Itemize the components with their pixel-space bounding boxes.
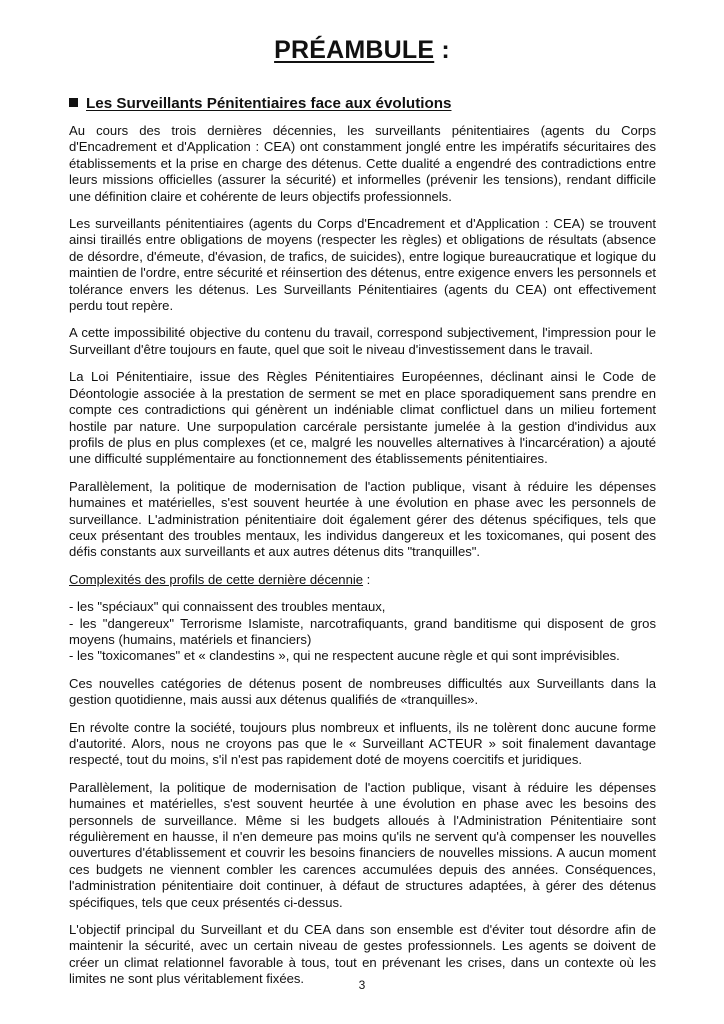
page-title (0, 36, 724, 65)
paragraph: Les surveillants pénitentiaires (agents du Corps d'Encadrement et d'Application : CEA) se trouvent ainsi tiraillés entre obligations de moyens (respecter les règles) et obligations de résultats (absence de désordre, d'émeute, d'évasion, de trafics, de suicides), entre logique bureaucratique et logique du maintien de l'ordre, entre sécurité et réinsertion des détenus, entre exigence envers les personnels et tolérance envers les détenus. Les Surveillants Pénitentiaires (agents du CEA) ont effectivement perdu tout repère. (69, 216, 656, 314)
paragraph: Parallèlement, la politique de modernisation de l'action publique, visant à réduire les dépenses humaines et matérielles, s'est souvent heurtée à une évolution en phase avec les besoins des personnels de surveillance. Même si les budgets alloués à l'Administration Pénitentiaire sont régulièrement en hausse, il n'en demeure pas moins qu'ils ne servent qu'à compenser les nouvelles ouvertures d'établissement et couvrir les besoins financiers de nouvelles missions. A aucun moment ces budgets ne viennent combler les carences accumulées depuis des années. Conséquences, l'administration pénitentiaire doit continuer, à défaut de structures adaptées, à gérer des détenus spécifiques, tels que ceux présentés ci-dessus. (69, 779, 656, 910)
paragraph: En révolte contre la société, toujours plus nombreux et influents, ils ne tolèrent donc aucune forme d'autorité. Alors, nous ne croyons pas que le « Surveillant ACTEUR » soit finalement davantage respecté, tout du moins, s'il n'est pas rapidement doté de moyens coercitifs et juridiques. (69, 719, 656, 768)
section-heading-text: Les Surveillants Pénitentiaires face aux évolutions (86, 95, 452, 112)
paragraph: A cette impossibilité objective du contenu du travail, correspond subjectivement, l'impression pour le Surveillant d'être toujours en faute, quel que soit le niveau d'investissement dans le travail. (69, 325, 656, 357)
list-item: - les "dangereux" Terrorisme Islamiste, narcotrafiquants, grand banditisme qui disposent de gros moyens (humains, matériels et financiers) (69, 615, 656, 647)
subheading (69, 572, 656, 588)
list-item: - les "spéciaux" qui connaissent des troubles mentaux, (69, 599, 386, 615)
page-number: 3 (358, 978, 366, 992)
paragraph: Au cours des trois dernières décennies, les surveillants pénitentiaires (agents du Corps d'Encadrement et d'Application : CEA) ont constamment jonglé entre les impératifs sécuritaires des établissements et la prise en charge des détenus. Cette dualité a engendré des contradictions entre leurs missions officielles (assurer la sécurité) et informelles (prévenir les tensions), rendant difficile une définition claire et cohérente de leurs objectifs professionnels. (69, 123, 656, 204)
list-item: - les "toxicomanes" et « clandestins », qui ne respectent aucune règle et qui sont imprévisibles. (69, 648, 620, 664)
page-title-text: PRÉAMBULE (274, 36, 435, 64)
paragraph: Ces nouvelles catégories de détenus posent de nombreuses difficultés aux Surveillants dans la gestion quotidienne, mais aussi aux détenus qualifiés de «tranquilles». (69, 675, 656, 708)
square-bullet-icon (69, 98, 78, 107)
subheading-suffix: : (363, 571, 371, 587)
profile-list (69, 599, 656, 665)
paragraph: La Loi Pénitentiaire, issue des Règles Pénitentiaires Européennes, déclinant ainsi le Code de Déontologie associée à la prestation de serment se met en place sporadiquement sans prendre en compte ces contradictions qui génèrent un indéniable climat conflictuel dans un milieu fortement hostile par nature. Une surpopulation carcérale persistante jumelée à la gestion d'individus aux profils de plus en plus complexes (et ce, malgré les nouvelles alternatives à l'incarcération) a ajouté une difficulté supplémentaire au fonctionnement des établissements pénitentiaires. (69, 369, 656, 467)
subheading-text: Complexités des profils de cette dernière décennie (69, 571, 364, 587)
page-title-suffix: : (434, 36, 450, 64)
paragraph: Parallèlement, la politique de modernisation de l'action publique, visant à réduire les dépenses humaines et matérielles, s'est souvent heurtée à une évolution en phase avec les personnels de surveillance. L'administration pénitentiaire doit également gérer des détenus spécifiques, tels que ceux présentant des troubles mentaux, les individus dangereux et les toxicomanes, qui posent des défis constants aux surveillants et aux autres détenus dits "tranquilles". (69, 478, 656, 560)
document-body (69, 123, 656, 999)
section-heading (69, 95, 451, 112)
paragraph: L'objectif principal du Surveillant et du CEA dans son ensemble est d'éviter tout désordre afin de maintenir la sécurité, avec un certain niveau de gestes professionnels. Les agents se doivent de créer un climat relationnel favorable à tous, tout en prévenant les crises, dans un contexte où les limites ne sont plus véritablement fixées. (69, 922, 656, 987)
